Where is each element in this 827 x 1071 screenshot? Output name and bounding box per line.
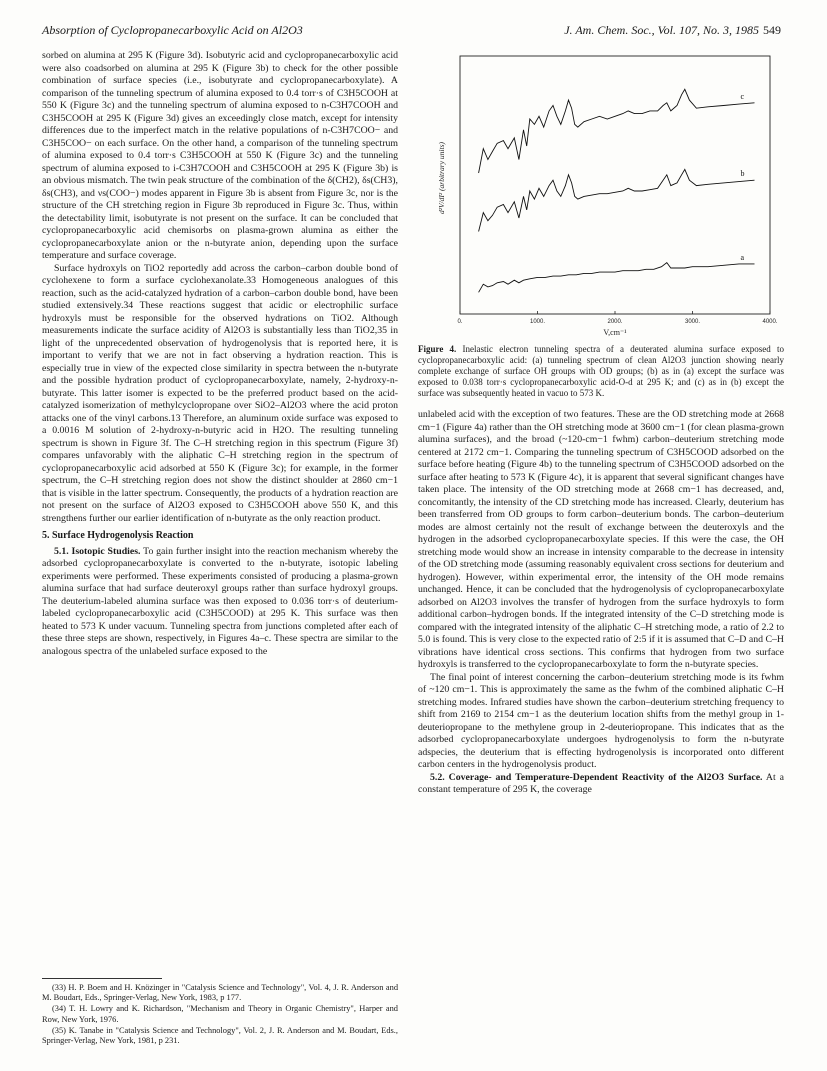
x-axis-label: V,cm⁻¹ xyxy=(603,328,627,337)
paragraph xyxy=(418,772,784,797)
figure-4 xyxy=(418,50,784,340)
subsection-heading: 5.2. Coverage- and Temperature-Dependent Reactivity of the Al2O3 Surface. xyxy=(430,771,763,783)
paragraph: sorbed on alumina at 295 K (Figure 3d). Isobutyric acid and cyclopropanecarboxylic acid were also coadsorbed on alumina at 295 K (Figure 3b) to check for the other possible combination of surface species (i.e., isobutyrate and cyclopropanecarboxylate). A comparison of the tunneling spectrum of alumina exposed to 0.4 torr·s of C3H5COOH at 550 K (Figure 3c) and the tunneling spectrum of alumina exposed to n-C3H7COOH and C3H5COOH at 295 K (Figure 3d) gives an exceedingly close match, except for intensity differences due to the imperfect match in the relative populations of n-C3H7COO− and C3H5COO− on each surface. On the other hand, a comparison of the tunneling spectrum of alumina exposed to 0.4 torr·s C3H5COOH at 550 K (Figure 3c) and the tunneling spectrum of alumina exposed to i-C3H7COOH and C3H5COOH at 295 K (Figure 3b) is an obvious mismatch. The twin peak structure of the combination of the δ(CH2), δs(CH3), δs(CH3), and νs(COO−) modes apparent in Figure 3b is absent from Figure 3c, nor is the structure of the CH stretching region in Figure 3b reproduced in Figure 3c. Thus, within the detectability limit, isobutyrate is not present on the surface. It can be concluded that cyclopropanecarboxylic acid chemisorbs on plasma-grown alumina as either the cyclopropanecarboxylate anion or the n-butyrate anion, depending upon the surface temperature and surface coverage. xyxy=(42,50,398,261)
paragraph-text: At a constant temperature of 295 K, the coverage xyxy=(418,771,784,795)
page-number: 549 xyxy=(763,23,781,37)
footnote-rule xyxy=(42,978,162,979)
spectrum-line-a xyxy=(479,263,755,293)
footnote: (35) K. Tanabe in "Catalysis Science and Technology", Vol. 2, J. R. Anderson and M. Boudart, Eds., Springer-Verlag, New York, 1981, p 231. xyxy=(42,1025,398,1046)
footnote: (34) T. H. Lowry and K. Richardson, "Mechanism and Theory in Organic Chemistry", Harper and Row, New York, 1976. xyxy=(42,1004,398,1024)
running-header-journal xyxy=(564,23,781,38)
paragraph xyxy=(42,546,398,659)
left-column xyxy=(42,50,398,658)
paragraph-text: To gain further insight into the reaction mechanism whereby the adsorbed cyclopropanecarboxylate is converted to the n-butyrate, isotopic labeling experiments were performed. These experiments consisted of producing a plasma-grown alumina surface that had surface deuteroxyl groups rather than surface hydroxyl groups. The deuterium-labeled alumina surface was then exposed to 0.036 torr·s of deuterium-labeled cyclopropanecarboxylic acid (C3H5COOD) at 295 K. This surface was then heated to 573 K under vacuum. Tunneling spectra from junctions completed after each of these three steps are shown, respectively, in Figures 4a–c. These spectra are similar to the analogous spectra of the unlabeled surface exposed to the xyxy=(42,545,398,657)
iets-spectrum-chart xyxy=(418,50,784,340)
x-tick-label: 1000. xyxy=(529,319,546,325)
right-column xyxy=(418,50,784,797)
caption-label: Figure 4. xyxy=(418,344,457,354)
x-tick-label: 0. xyxy=(457,319,463,325)
x-tick-label: 3000. xyxy=(684,319,701,325)
footnote: (33) H. P. Boem and H. Knözinger in "Catalysis Science and Technology", Vol. 4, J. R. Anderson and M. Boudart, Eds., Springer-Verlag, New York, 1983, p 177. xyxy=(42,983,398,1003)
running-header-title: Absorption of Cyclopropanecarboxylic Acid on Al2O3 xyxy=(42,23,303,37)
figure-caption xyxy=(418,344,784,399)
footnotes xyxy=(42,983,398,1047)
journal-citation: J. Am. Chem. Soc., Vol. 107, No. 3, 1985 xyxy=(564,23,759,37)
subsection-heading: 5.1. Isotopic Studies. xyxy=(54,545,141,557)
section-heading: 5. Surface Hydrogenolysis Reaction xyxy=(42,530,194,541)
paragraph: Surface hydroxyls on TiO2 reportedly add across the carbon–carbon double bond of cyclohexene to form a surface cyclohexanolate.33 Homogeneous analogues of this reaction, such as the acid-catalyzed hydration of a carbon–carbon double bond, have been studied extensively.34 These reactions suggest that acidic or electrophilic surface hydroxyls must be responsible for the observed hydrations on TiO2. Although measurements indicate the surface acidity of Al2O3 is substantially less than TiO2,35 in light of the unprecedented observation of hydrogenolysis that is reported here, it is important to verify that we are not in fact observing a hydration reaction. This is especially true in view of the expected close similarity in spectra between the n-butyrate and the possible hydration product of cyclopropanecarboxylate, namely, 2-hydroxy-n-butyrate. This latter isomer is expected to be the preferred product based on the acid-catalyzed isomerization of methylcyclopropane over SiO2–Al2O3 where the acid proton attacks one of the vinyl carbons.13 Therefore, an aluminum oxide surface was exposed to a 0.0016 M solution of 2-hydroxy-n-butyric acid in H2O. The resulting tunneling spectrum is shown in Figure 3f. The C–H stretching region in this spectrum (Figure 3f) compares unfavorably with the aliphatic C–H stretching region in the spectrum of cyclopropanecarboxylic acid adsorbed at 550 K (Figure 3c); for example, in the former spectrum, the C–H stretching region does not show the distinct shoulder at 2860 cm−1 that is visible in the latter spectrum. Consequently, the products of a hydration reaction are not present on the surface of Al2O3 exposed to C3H5COOH above 550 K, and this strengthens further our earlier identification of n-butyrate as the only reaction product. xyxy=(42,262,398,524)
x-tick-label: 2000. xyxy=(607,319,623,325)
spectrum-line-c xyxy=(479,89,755,173)
caption-text: Inelastic electron tunneling spectra of a deuterated alumina surface exposed to cyclopropanecarboxylic acid: (a) tunneling spectrum of clean Al2O3 junction showing nearly complete exchange of surface OH groups with OD groups; (b) as in (a) except the surface was exposed to 0.038 torr·s cyclopropanecarboxylic acid-O-d at 295 K; and (c) as in (b) except the surface was subsequently heated in vacuo to 573 K. xyxy=(418,344,784,398)
x-tick-label: 4000. xyxy=(762,319,778,325)
paragraph: unlabeled acid with the exception of two features. These are the OD stretching mode at 2668 cm−1 (Figure 4a) rather than the OH stretching mode at 3600 cm−1 (for clean plasma-grown alumina surfaces), and the broad (~120-cm−1 fwhm) carbon–deuterium stretching mode centered at 2172 cm−1. Comparing the tunneling spectrum of C3H5COOD adsorbed on the surface before heating (Figure 4b) to the tunneling spectrum of C3H5COOD adsorbed on the surface after heating to 573 K (Figure 4c), it is apparent that several significant changes have taken place. The intensity of the OD stretching mode at 2668 cm−1 has decreased, and, concomitantly, the intensity of the CD stretching mode has increased. Clearly, deuterium has been transferred from OD groups to form carbon–deuterium bonds. The carbon–deuterium modes are almost certainly not the result of exchange between the deuteroxyls and the hydrogen in the adsorbed cyclopropanecarboxylate species. If this were the case, the OH stretching mode would show an increase in intensity comparable to the decrease in intensity of the OD stretching mode (assuming reasonably equivalent cross sections for deuterium and hydrogen). However, within experimental error, the intensity of the OH mode remains unchanged. Hence, it can be concluded that the hydrogenolysis of cyclopropanecarboxylate adsorbed on Al2O3 involves the transfer of hydrogen from the surface hydroxyls to form additional carbon–hydrogen bonds. If the integrated intensity of the C–D stretching mode is compared with the integrated intensity of the aliphatic C–H stretching mode, a ratio of 2.2 to 5.0 is found. This is very close to the expected ratio of 2:5 if it is assumed that C–D and C–H vibrations have identical cross sections. This confirms that hydrogen from two surface hydroxyls is transferred to the cyclopropanecarboxylate to form the n-butyrate species. xyxy=(418,409,784,670)
series-label-c: c xyxy=(740,91,745,101)
y-axis-label: d²V/dI² (arbitrary units) xyxy=(437,142,446,214)
spectrum-line-b xyxy=(479,169,755,231)
paragraph: The final point of interest concerning the carbon–deuterium stretching mode is its fwhm of ~120 cm−1. This is approximately the same as the fwhm of the combined aliphatic C–H stretching modes. Infrared studies have shown the carbon–deuterium stretching frequency to shift from 2169 to 2154 cm−1 as the deuterium location shifts from the methyl group in 1-deuteriopropane to the methylene group in 2-deuteriopropane. This indicates that as the adsorbed cyclopropanecarboxylate undergoes hydrogenolysis to form the n-butyrate adspecies, the deuterium that is effecting hydrogenolysis is incorporated onto different carbon centers in the hydrogenolysis product. xyxy=(418,671,784,770)
series-label-a: a xyxy=(740,252,745,262)
plot-frame xyxy=(460,56,770,314)
series-label-b: b xyxy=(740,169,745,179)
